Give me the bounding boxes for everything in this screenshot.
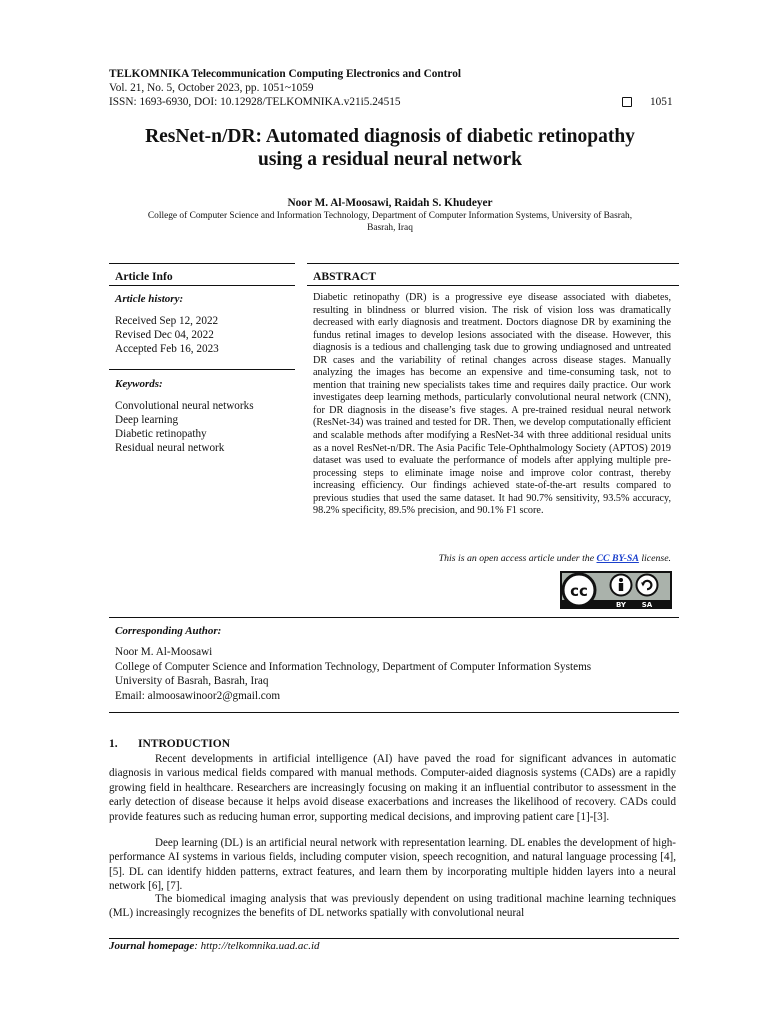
abstract-heading-rule [307, 285, 679, 286]
keywords-heading: Keywords: [115, 378, 163, 390]
open-access-statement [397, 553, 671, 564]
received-date: Received Sep 12, 2022 [115, 315, 219, 327]
paragraph-text: Recent developments in artificial intelligence (AI) have paved the road for significant advances in automatic diagnosis in various medical fields compared with manual methods. Computer-aided diagnosis systems (CADs) are a rapidly growing field in healthcare. Researchers are increasingly focusing on making it an influential contributor to assessment in the early detection of disease because it helps avoid disease exacerbations and increases the likelihood of recovery. CADs could provide features such as reducing human error, supporting medical decisions, and improving patient care [1]-[3]. [109, 753, 676, 823]
homepage-label: Journal homepage [109, 940, 195, 952]
corresponding-top-rule [109, 617, 679, 618]
affiliation [112, 211, 668, 234]
info-heading-rule [109, 285, 295, 286]
corresponding-name: Noor M. Al-Moosawi [115, 646, 213, 658]
license-suffix: license. [638, 553, 671, 564]
keyword-item: Residual neural network [115, 442, 225, 454]
open-access-prefix: This is an open access article under the [438, 553, 597, 564]
corresponding-heading: Corresponding Author: [115, 625, 222, 637]
badge-sa-label: SA [641, 601, 653, 609]
corresponding-details [115, 645, 591, 703]
keyword-item: Deep learning [115, 414, 179, 426]
article-info-heading: Article Info [115, 270, 173, 283]
page-number: 1051 [650, 96, 673, 108]
svg-text:cc: cc [570, 582, 588, 600]
badge-by-label: BY [615, 601, 627, 609]
intro-paragraph [109, 836, 676, 894]
title-line-1: ResNet-n/DR: Automated diagnosis of diabetic retinopathy [145, 126, 635, 147]
affiliation-line-1: College of Computer Science and Information Technology, Department of Computer Information Systems, University of Basrah, [147, 211, 633, 221]
paper-title [80, 125, 700, 171]
cc-license-icon [560, 571, 672, 609]
square-symbol-icon [622, 97, 632, 107]
abstract-text: Diabetic retinopathy (DR) is a progressive eye disease associated with diabetes, resulting in blindness or blurred vision. The risk of vision loss was dramatically decreased with early diagnosis and treatment. Doctors diagnose DR by examining the fundus retinal images to develop lesions associated with the disease. However, this diagnosis is a tedious and challenging task due to growing undiagnosed and untreated DR cases and the variability of retinal changes across disease stages. Manually analyzing the images has become an expensive and time-consuming task, not to mention that training new specialists takes time and requires daily practice. Our work investigates deep learning methods, particularly convolutional neural network (CNN), for DR diagnosis in the disease’s five stages. A pre-trained residual neural network (ResNet-34) was trained and tested for DR. Then, we develop computationally efficient and scalable methods after modifying a ResNet-34 with three additional residual units as a novel ResNet-n/DR. The Asia Pacific Tele-Ophthalmology Society (APTOS) 2019 dataset was used to evaluate the performance of models after applying multiple pre-processing steps to eliminate image noise and improve color contrast, thereby increasing efficiency. Our findings achieved state-of-the-art results compared to previous studies that used the same dataset. It had 90.7% sensitivity, 93.5% accuracy, 98.2% specificity, 89.5% precision, and 90.1% F1 score. [313, 292, 671, 517]
volume-info: Vol. 21, No. 5, October 2023, pp. 1051~1059 [109, 82, 314, 94]
paragraph-text: The biomedical imaging analysis that was previously dependent on using traditional machine learning techniques (ML) increasingly recognizes the benefits of DL networks spatially with convolutional neural [109, 893, 676, 920]
corresponding-email[interactable]: Email: almoosawinoor2@gmail.com [115, 689, 281, 702]
abstract-heading: ABSTRACT [313, 270, 377, 283]
affiliation-line-2: Basrah, Iraq [367, 222, 413, 233]
keyword-item: Diabetic retinopathy [115, 428, 207, 440]
section-title: INTRODUCTION [138, 738, 231, 750]
article-history [115, 314, 219, 356]
intro-paragraph [109, 892, 676, 921]
paragraph-text: Deep learning (DL) is an artificial neural network with representation learning. DL enables the development of high-performance AI systems in various fields, including computer vision, speech recognition, and natural language processing [4], [5]. DL can identify hidden patterns, extract features, and learn them by incorporating multiple hidden layers into a neural network [6], [7]. [109, 837, 676, 893]
abstract-top-rule [307, 263, 679, 264]
section-heading [109, 738, 230, 750]
info-top-rule [109, 263, 295, 264]
intro-paragraph [109, 752, 676, 824]
revised-date: Revised Dec 04, 2022 [115, 329, 214, 341]
corresponding-bottom-rule [109, 712, 679, 713]
journal-name: TELKOMNIKA Telecommunication Computing Electronics and Control [109, 68, 462, 80]
keyword-list [115, 399, 254, 455]
section-number: 1. [109, 738, 118, 750]
title-line-2: using a residual neural network [257, 149, 522, 170]
corresponding-affiliation: College of Computer Science and Information Technology, Department of Computer Information Systems [115, 660, 592, 673]
cc-by-sa-link[interactable]: CC BY-SA [596, 553, 639, 564]
homepage-url[interactable]: : http://telkomnika.uad.ac.id [194, 940, 320, 952]
issn-doi: ISSN: 1693-6930, DOI: 10.12928/TELKOMNIKA.v21i5.24515 [109, 96, 401, 108]
authors: Noor M. Al-Moosawi, Raidah S. Khudeyer [287, 197, 493, 209]
cc-by-sa-badge[interactable] [560, 571, 672, 609]
accepted-date: Accepted Feb 16, 2023 [115, 343, 219, 355]
history-heading: Article history: [115, 293, 184, 305]
keyword-item: Convolutional neural networks [115, 400, 254, 412]
corresponding-location: University of Basrah, Basrah, Iraq [115, 675, 269, 687]
journal-homepage [109, 940, 320, 952]
history-divider [109, 369, 295, 370]
footer-rule [109, 938, 679, 939]
